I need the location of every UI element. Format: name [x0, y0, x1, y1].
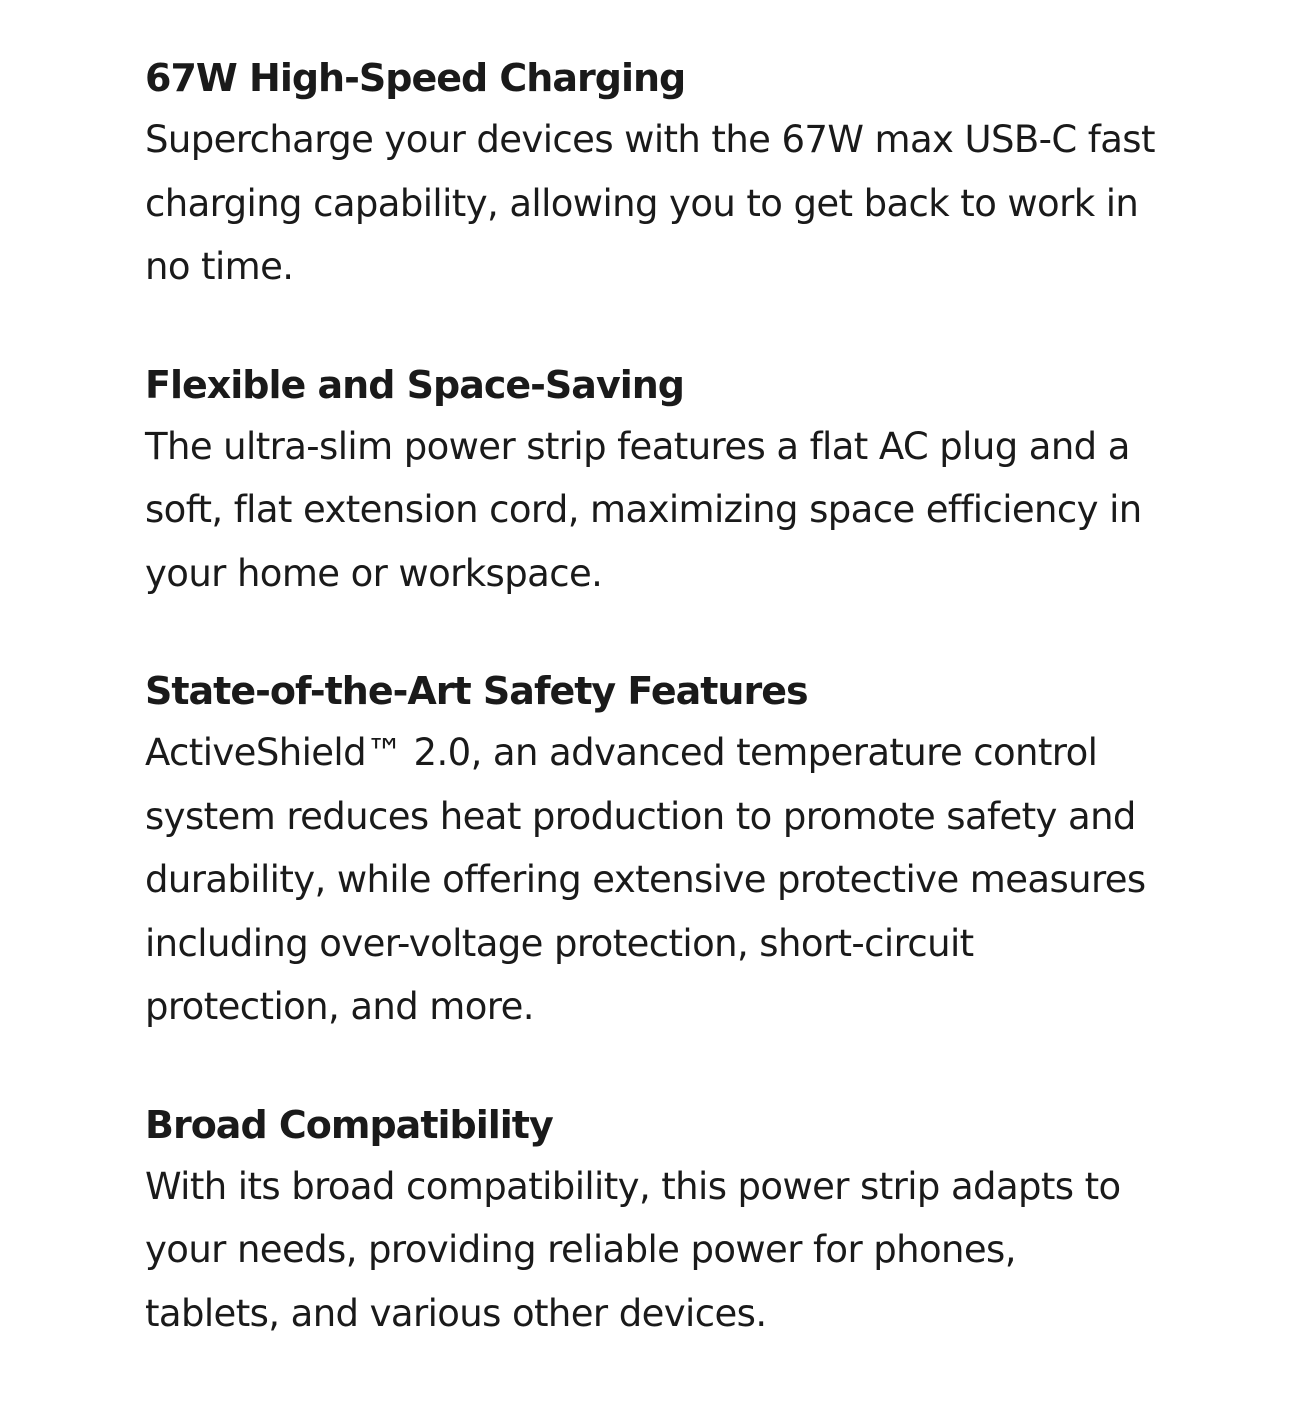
- feature-description: ActiveShield™ 2.0, an advanced temperature control system reduces heat production to promote safety and durability, while offering extensive protective measures including over-voltage protection, short-circuit protection, and more.: [145, 731, 1146, 1028]
- feature-high-speed-charging: [145, 52, 1155, 299]
- feature-compatibility: [145, 1099, 1155, 1346]
- feature-safety: [145, 665, 1155, 1039]
- feature-description: With its broad compatibility, this power strip adapts to your needs, providing reliable power for phones, tablets, and various other devices.: [145, 1164, 1121, 1335]
- feature-description: The ultra-slim power strip features a flat AC plug and a soft, flat extension cord, maximizing space efficiency in your home or workspace.: [145, 424, 1142, 595]
- feature-description: Supercharge your devices with the 67W max USB-C fast charging capability, allowing you to get back to work in no time.: [145, 118, 1155, 288]
- feature-title: Flexible and Space-Saving: [145, 362, 684, 407]
- feature-title: Broad Compatibility: [145, 1102, 553, 1147]
- feature-space-saving: [145, 359, 1155, 606]
- feature-title: 67W High-Speed Charging: [145, 56, 686, 100]
- feature-list: [145, 52, 1155, 1405]
- feature-title: State-of-the-Art Safety Features: [145, 669, 808, 713]
